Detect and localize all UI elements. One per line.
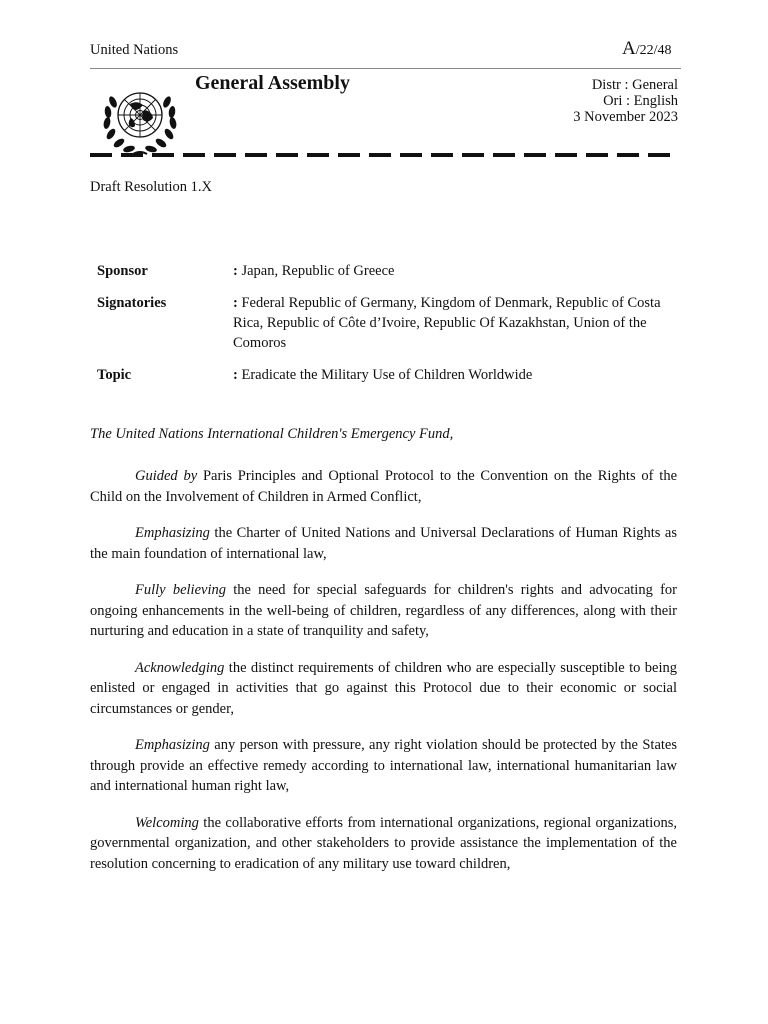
original-language: Ori : English bbox=[603, 93, 678, 109]
meta-row-sponsor bbox=[97, 261, 677, 281]
clause-text: any person with pressure, any right violation should be protected by the States through provide an effective remedy according to international law, international humanitarian law and international human right law, bbox=[90, 737, 677, 794]
preambular-clause bbox=[90, 813, 677, 875]
clause-lead: Emphasizing bbox=[135, 737, 210, 753]
distribution: Distr : General bbox=[591, 77, 678, 93]
distribution-block bbox=[592, 77, 678, 109]
meta-row-topic bbox=[97, 365, 677, 385]
clause-text: Paris Principles and Optional Protocol to the Convention on the Rights of the Child on the Involvement of Children in Armed Conflict, bbox=[90, 468, 678, 505]
document-symbol bbox=[622, 38, 672, 60]
symbol-prefix: A bbox=[622, 38, 636, 59]
dashed-divider bbox=[90, 152, 678, 158]
clause-lead: Emphasizing bbox=[135, 525, 210, 541]
preambular-clause bbox=[90, 466, 677, 507]
meta-value-wrap: : Japan, Republic of Greece bbox=[233, 263, 395, 279]
clause-lead: Fully believing bbox=[135, 582, 226, 598]
meta-value: Federal Republic of Germany, Kingdom of Denmark, Republic of Costa Rica, Republic of Côte d’Ivoire, Republic Of Kazakhstan, Union of the Comoros bbox=[233, 295, 661, 351]
clause-text: the need for special safeguards for children's rights and advocating for ongoing enhancements in the well-being of children, regardless of any differences, along with their nurturing and education in a state of tranquility and safety, bbox=[90, 582, 677, 639]
submitting-body: The United Nations International Children's Emergency Fund, bbox=[90, 426, 454, 442]
organ-title: General Assembly bbox=[195, 72, 350, 94]
meta-label: Signatories bbox=[97, 295, 167, 311]
clause-lead: Acknowledging bbox=[135, 659, 225, 676]
meta-value: Eradicate the Military Use of Children Worldwide bbox=[241, 367, 533, 383]
clause-text: the collaborative efforts from international organizations, regional organizations, governmental organization, and other stakeholders to provide assistance the implementation of the resolution concerning to eradication of any military use toward children, bbox=[90, 814, 677, 872]
document-date: 3 November 2023 bbox=[573, 109, 678, 125]
header-rule bbox=[90, 68, 681, 69]
preambular-clause bbox=[90, 523, 677, 564]
organization-name: United Nations bbox=[90, 42, 179, 58]
clause-lead: Welcoming bbox=[135, 814, 199, 831]
meta-label: Topic bbox=[97, 367, 132, 383]
clause-text: the Charter of United Nations and Universal Declarations of Human Rights as the main foundation of international law, bbox=[90, 525, 677, 562]
clause-text: the distinct requirements of children who are especially susceptible to being enlisted or engaged in activities that go against this Protocol due to their economic or social circumstances or gender, bbox=[90, 659, 677, 717]
preambular-clause bbox=[90, 658, 677, 720]
symbol-number: /22/48 bbox=[635, 43, 672, 58]
meta-table bbox=[97, 261, 677, 397]
meta-label: Sponsor bbox=[97, 263, 148, 279]
preambular-clauses bbox=[90, 466, 677, 890]
meta-value-wrap: : Federal Republic of Germany, Kingdom of Denmark, Republic of Costa Rica, Republic of Côte d’Ivoire, Republic Of Kazakhstan, Union of the Comoros bbox=[233, 295, 661, 351]
un-emblem-icon bbox=[97, 80, 183, 158]
meta-value-wrap: : Eradicate the Military Use of Children Worldwide bbox=[233, 367, 533, 383]
clause-lead: Guided by bbox=[135, 468, 198, 484]
preambular-clause bbox=[90, 735, 677, 797]
document-type: Draft Resolution 1.X bbox=[90, 179, 213, 195]
meta-row-signatories bbox=[97, 293, 677, 353]
preambular-clause bbox=[90, 580, 677, 642]
meta-value: Japan, Republic of Greece bbox=[241, 263, 395, 279]
